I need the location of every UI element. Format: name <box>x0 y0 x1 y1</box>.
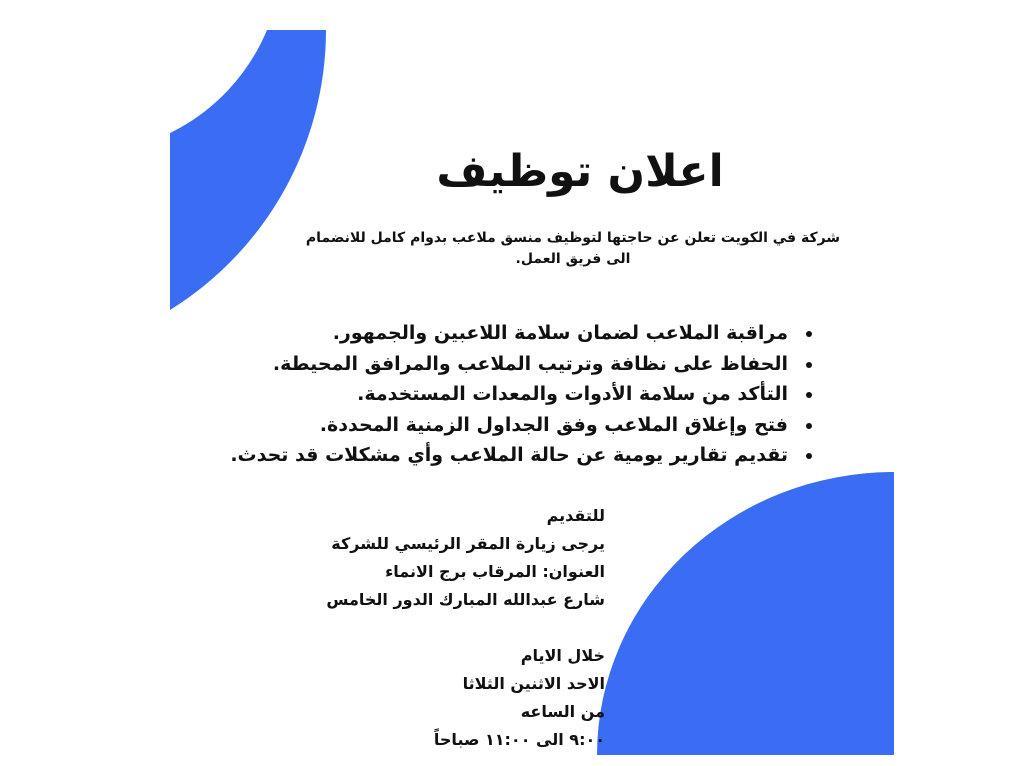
spacer <box>326 614 605 642</box>
list-item: • التأكد من سلامة الأدوات والمعدات المستخدمة. <box>230 379 794 410</box>
bottom-right-quarter-circle <box>597 472 894 755</box>
days-text: الاحد الاثنين الثلاثا <box>462 674 605 693</box>
apply-heading: للتقديم <box>546 506 605 525</box>
list-item: • مراقبة الملاعب لضمان سلامة اللاعبين والجمهور. <box>230 318 794 349</box>
list-item: • تقديم تقارير يومية عن حالة الملاعب وأي مشكلات قد تحدث. <box>230 440 794 471</box>
hours-text: ٩:٠٠ الى ١١:٠٠ صباحاً <box>433 730 605 749</box>
days-heading: خلال الايام <box>520 646 605 665</box>
hours-heading: من الساعه <box>520 702 605 721</box>
visit-text: يرجى زيارة المقر الرئيسي للشركة <box>331 534 605 553</box>
duties-list <box>230 318 824 471</box>
street-text: شارع عبدالله المبارك الدور الخامس <box>326 590 605 609</box>
apply-section <box>326 502 605 754</box>
list-item: • الحفاظ على نظافة وترتيب الملاعب والمرافق المحيطة. <box>230 349 794 380</box>
address-text: العنوان: المرقاب برج الانماء <box>385 562 605 581</box>
list-item: • فتح وإغلاق الملاعب وفق الجداول الزمنية المحددة. <box>230 410 794 441</box>
page-title: اعلان توظيف <box>436 146 724 197</box>
intro-paragraph: شركة في الكويت تعلن عن حاجتها لتوظيف منسق ملاعب بدوام كامل للانضمام الى فريق العمل. <box>305 230 841 267</box>
